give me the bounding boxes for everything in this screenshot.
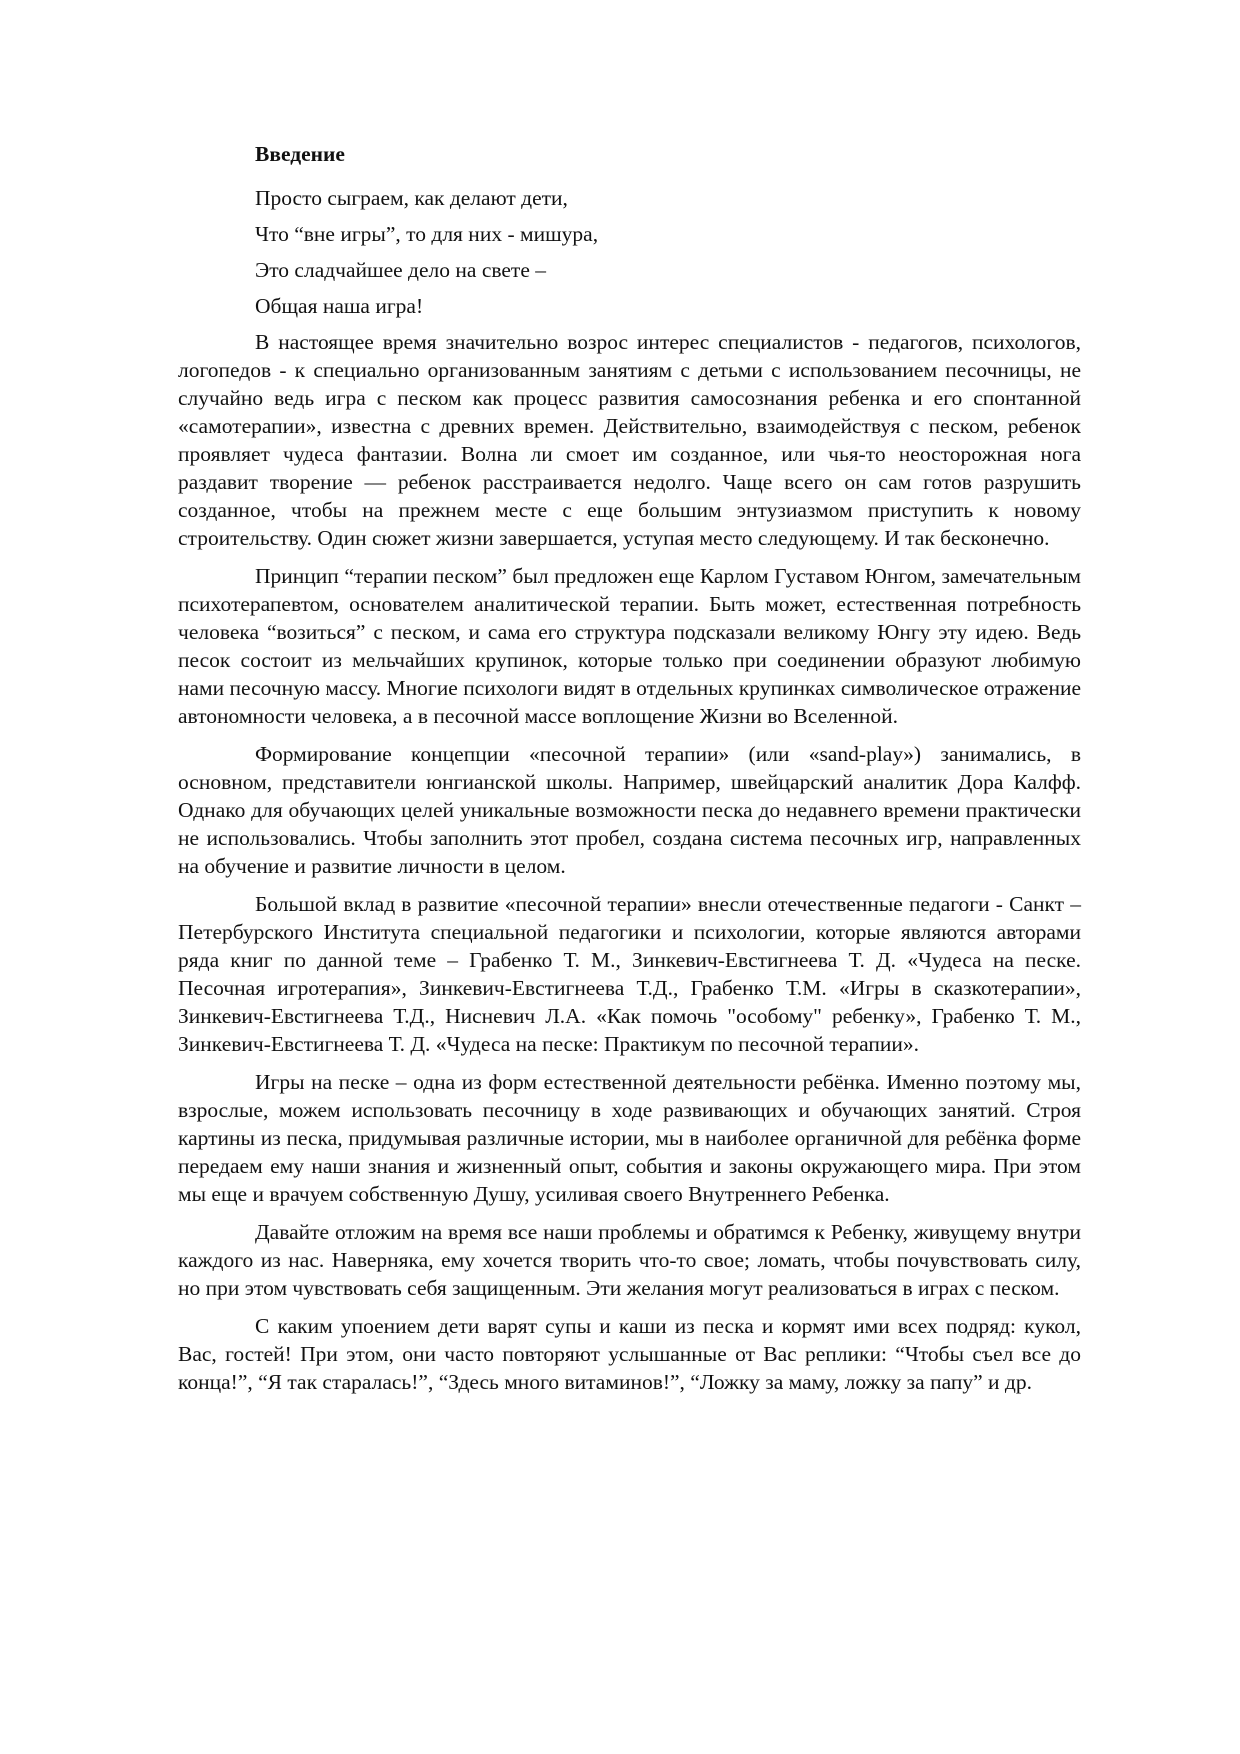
paragraph: Формирование концепции «песочной терапии» (или «sand-play») занимались, в основном, представители юнгианской школы. Например, швейцарский аналитик Дора Калфф. Однако для обучающих целей уникальные возможности песка до недавнего времени практически не использовались. Чтобы заполнить этот пробел, создана система песочных игр, направленных на обучение и развитие личности в целом. (178, 742, 1081, 878)
paragraph: Большой вклад в развитие «песочной терапии» внесли отечественные педагоги - Санкт – Петербурского Института специальной педагогики и психологии, которые являются авторами ряда книг по данной теме – Грабенко Т. М., Зинкевич-Евстигнеева Т. Д. «Чудеса на песке. Песочная игротерапия», Зинкевич-Евстигнеева Т.Д., Грабенко Т.М. «Игры в сказкотерапии», Зинкевич-Евстигнеева Т.Д., Нисневич Л.А. «Как помочь "особому" ребенку», Грабенко Т. М., Зинкевич-Евстигнеева Т. Д. «Чудеса на песке: Практикум по песочной терапии». (178, 892, 1081, 1056)
verse-line: Просто сыграем, как делают дети, (255, 186, 568, 210)
paragraph: С каким упоением дети варят супы и каши из песка и кормят ими всех подряд: кукол, Вас, гостей! При этом, они часто повторяют услышанные от Вас реплики: “Чтобы съел все до конца!”, “Я так старалась!”, “Здесь много витаминов!”, “Ложку за маму, ложку за папу” и др. (178, 1314, 1081, 1394)
paragraph: В настоящее время значительно возрос интерес специалистов - педагогов, психологов, логопедов - к специально организованным занятиям с детьми с использованием песочницы, не случайно ведь игра с песком как процесс развития самосознания ребенка и его спонтанной «самотерапии», известна с древних времен. Действительно, взаимодействуя с песком, ребенок проявляет чудеса фантазии. Волна ли смоет им созданное, или чья-то неосторожная нога раздавит творение — ребенок расстраивается недолго. Чаще всего он сам готов разрушить созданное, чтобы на прежнем месте с еще большим энтузиазмом приступить к новому строительству. Один сюжет жизни завершается, уступая место следующему. И так бесконечно. (178, 330, 1081, 550)
paragraph: Игры на песке – одна из форм естественной деятельности ребёнка. Именно поэтому мы, взрослые, можем использовать песочницу в ходе развивающих и обучающих занятий. Строя картины из песка, придумывая различные истории, мы в наиболее органичной для ребёнка форме передаем ему наши знания и жизненный опыт, события и законы окружающего мира. При этом мы еще и врачуем собственную Душу, усиливая своего Внутреннего Ребенка. (178, 1070, 1081, 1206)
verse-line: Это сладчайшее дело на свете – (255, 258, 546, 282)
paragraph: Принцип “терапии песком” был предложен еще Карлом Густавом Юнгом, замечательным психотерапевтом, основателем аналитической терапии. Быть может, естественная потребность человека “возиться” с песком, и сама его структура подсказали великому Юнгу эту идею. Ведь песок состоит из мельчайших крупинок, которые только при соединении образуют любимую нами песочную массу. Многие психологи видят в отдельных крупинках символическое отражение автономности человека, а в песочной массе воплощение Жизни во Вселенной. (178, 564, 1081, 728)
verse-line: Что “вне игры”, то для них - мишура, (255, 222, 599, 246)
paragraph: Давайте отложим на время все наши проблемы и обратимся к Ребенку, живущему внутри каждого из нас. Наверняка, ему хочется творить что-то свое; ломать, чтобы почувствовать силу, но при этом чувствовать себя защищенным. Эти желания могут реализоваться в играх с песком. (178, 1220, 1081, 1300)
document-page (178, 140, 1081, 1406)
section-heading: Введение (255, 142, 345, 166)
verse-line: Общая наша игра! (255, 294, 424, 318)
epigraph-verse (255, 184, 1081, 320)
